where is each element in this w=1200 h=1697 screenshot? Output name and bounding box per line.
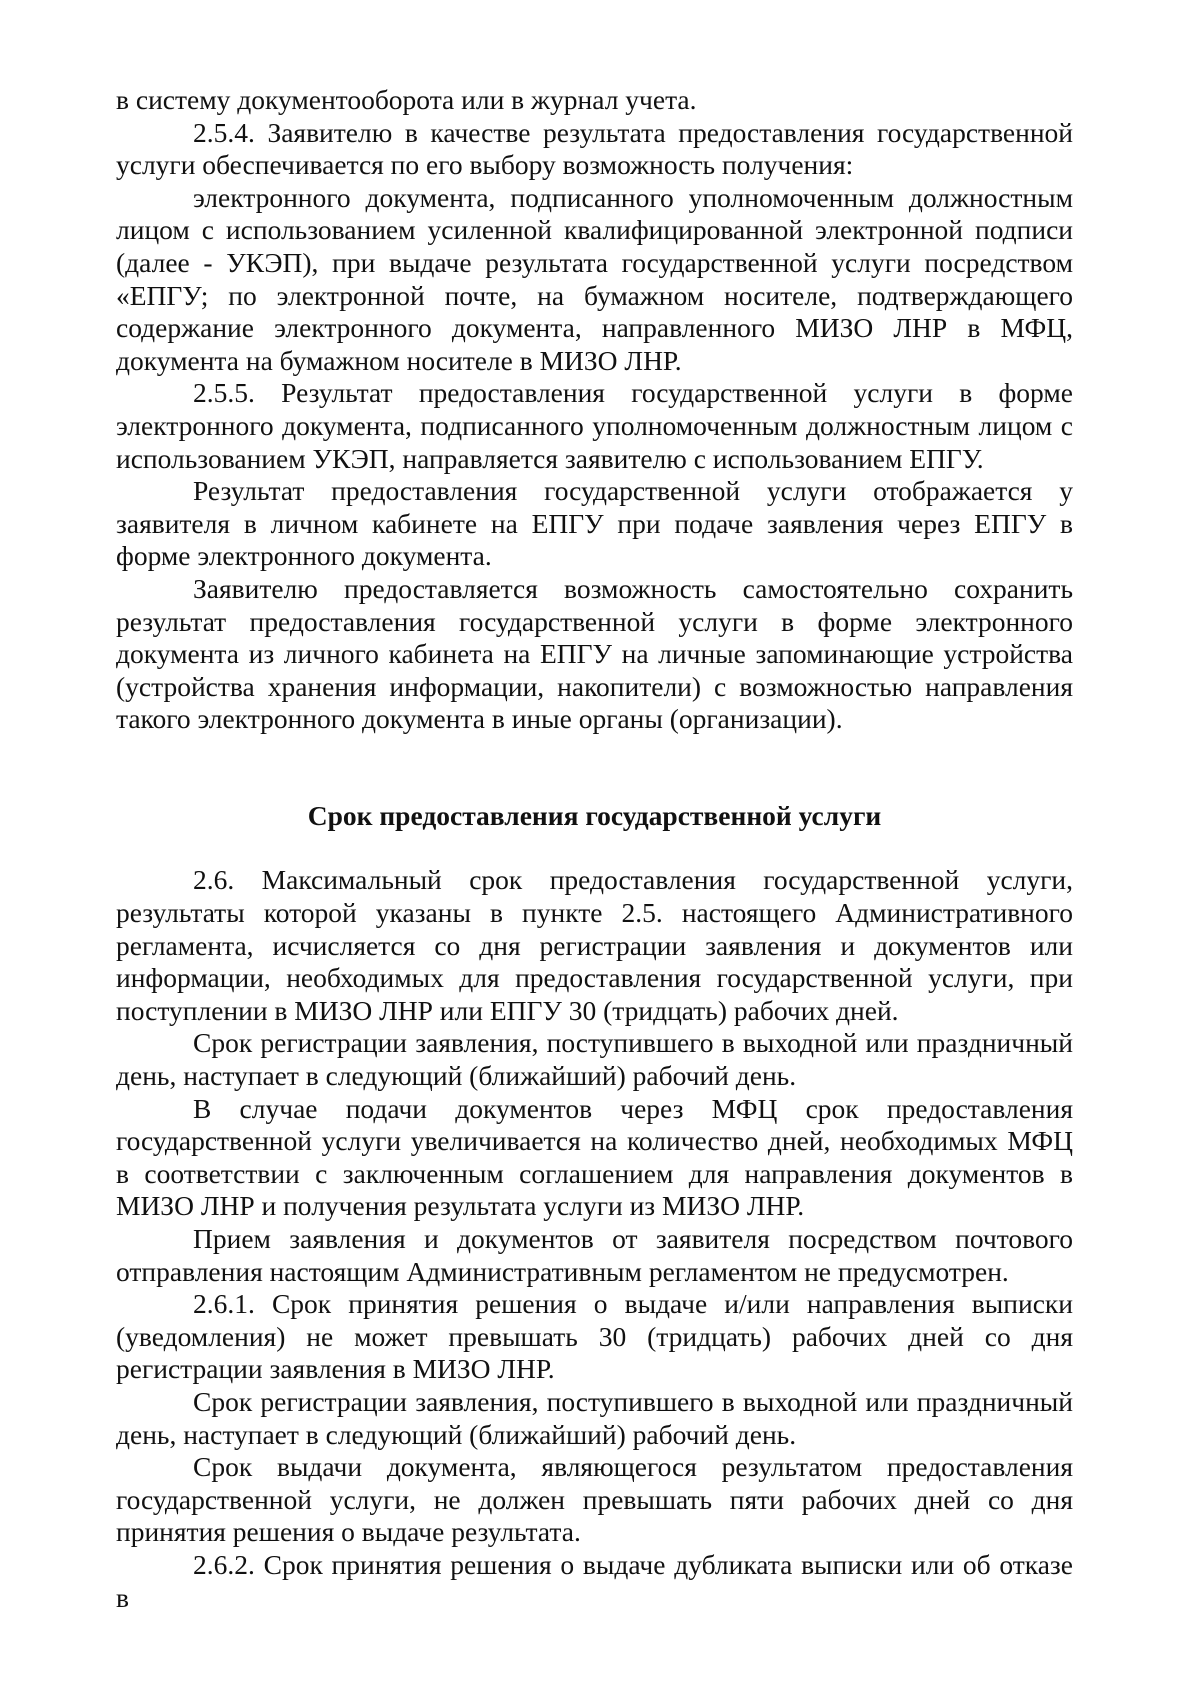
paragraph-electronic-document: электронного документа, подписанного уполномоченным должностным лицом с использованием усиленной квалифицированной электронной подписи (далее - УКЭП), при выдаче результата государственной услуги посредством «ЕПГУ; по электронной почте, на бумажном носителе, подтверждающего содержание электронного документа, направленного МИЗО ЛНР в МФЦ, документа на бумажном носителе в МИЗО ЛНР. — [116, 181, 1073, 376]
paragraph-registration-deadline-repeat: Срок регистрации заявления, поступившего в выходной или праздничный день, наступает в следующий (ближайший) рабочий день. — [116, 1385, 1073, 1450]
section-heading: Срок предоставления государственной услуги — [307, 799, 882, 831]
paragraph-mfc-submission: В случае подачи документов через МФЦ срок предоставления государственной услуги увеличивается на количество дней, необходимых МФЦ в соответствии с заключенным соглашением для направления документов в МИЗО ЛНР и получения результата услуги из МИЗО ЛНР. — [116, 1092, 1073, 1222]
paragraph-2-6: 2.6. Максимальный срок предоставления государственной услуги, результаты которой указаны в пункте 2.5. настоящего Административного регламента, исчисляется со дня регистрации заявления и документов или информации, необходимых для предоставления государственной услуги, при поступлении в МИЗО ЛНР или ЕПГУ 30 (тридцать) рабочих дней. — [116, 864, 1073, 1026]
paragraph-2-5-4: 2.5.4. Заявителю в качестве результата предоставления государственной услуги обеспечивается по его выбору возможность получения: — [116, 116, 1073, 181]
paragraph-result-display: Результат предоставления государственной услуги отображается у заявителя в личном кабинете на ЕПГУ при подаче заявления через ЕПГУ в форме электронного документа. — [116, 475, 1073, 572]
paragraph-continuation: в систему документооборота или в журнал учета. — [116, 84, 697, 115]
paragraph-registration-deadline: Срок регистрации заявления, поступившего в выходной или праздничный день, наступает в следующий (ближайший) рабочий день. — [116, 1027, 1073, 1092]
paragraph-2-6-2: 2.6.2. Срок принятия решения о выдаче дубликата выписки или об отказе в — [116, 1548, 1073, 1613]
paragraph-issuance-deadline: Срок выдачи документа, являющегося результатом предоставления государственной услуги, не должен превышать пяти рабочих дней со дня принятия решения о выдаче результата. — [116, 1451, 1073, 1548]
paragraph-2-5-5: 2.5.5. Результат предоставления государственной услуги в форме электронного документа, подписанного уполномоченным должностным лицом с использованием УКЭП, направляется заявителю с использованием ЕПГУ. — [116, 377, 1073, 474]
paragraph-save-result: Заявителю предоставляется возможность самостоятельно сохранить результат предоставления государственной услуги в форме электронного документа из личного кабинета на ЕПГУ на личные запоминающие устройства (устройства хранения информации, накопители) с возможностью направления такого электронного документа в иные органы (организации). — [116, 572, 1073, 735]
paragraph-2-6-1: 2.6.1. Срок принятия решения о выдаче и/или направления выписки (уведомления) не может превышать 30 (тридцать) рабочих дней со дня регистрации заявления в МИЗО ЛНР. — [116, 1288, 1073, 1385]
paragraph-postal-submission: Прием заявления и документов от заявителя посредством почтового отправления настоящим Административным регламентом не предусмотрен. — [116, 1223, 1073, 1287]
document-page — [116, 84, 1073, 1614]
